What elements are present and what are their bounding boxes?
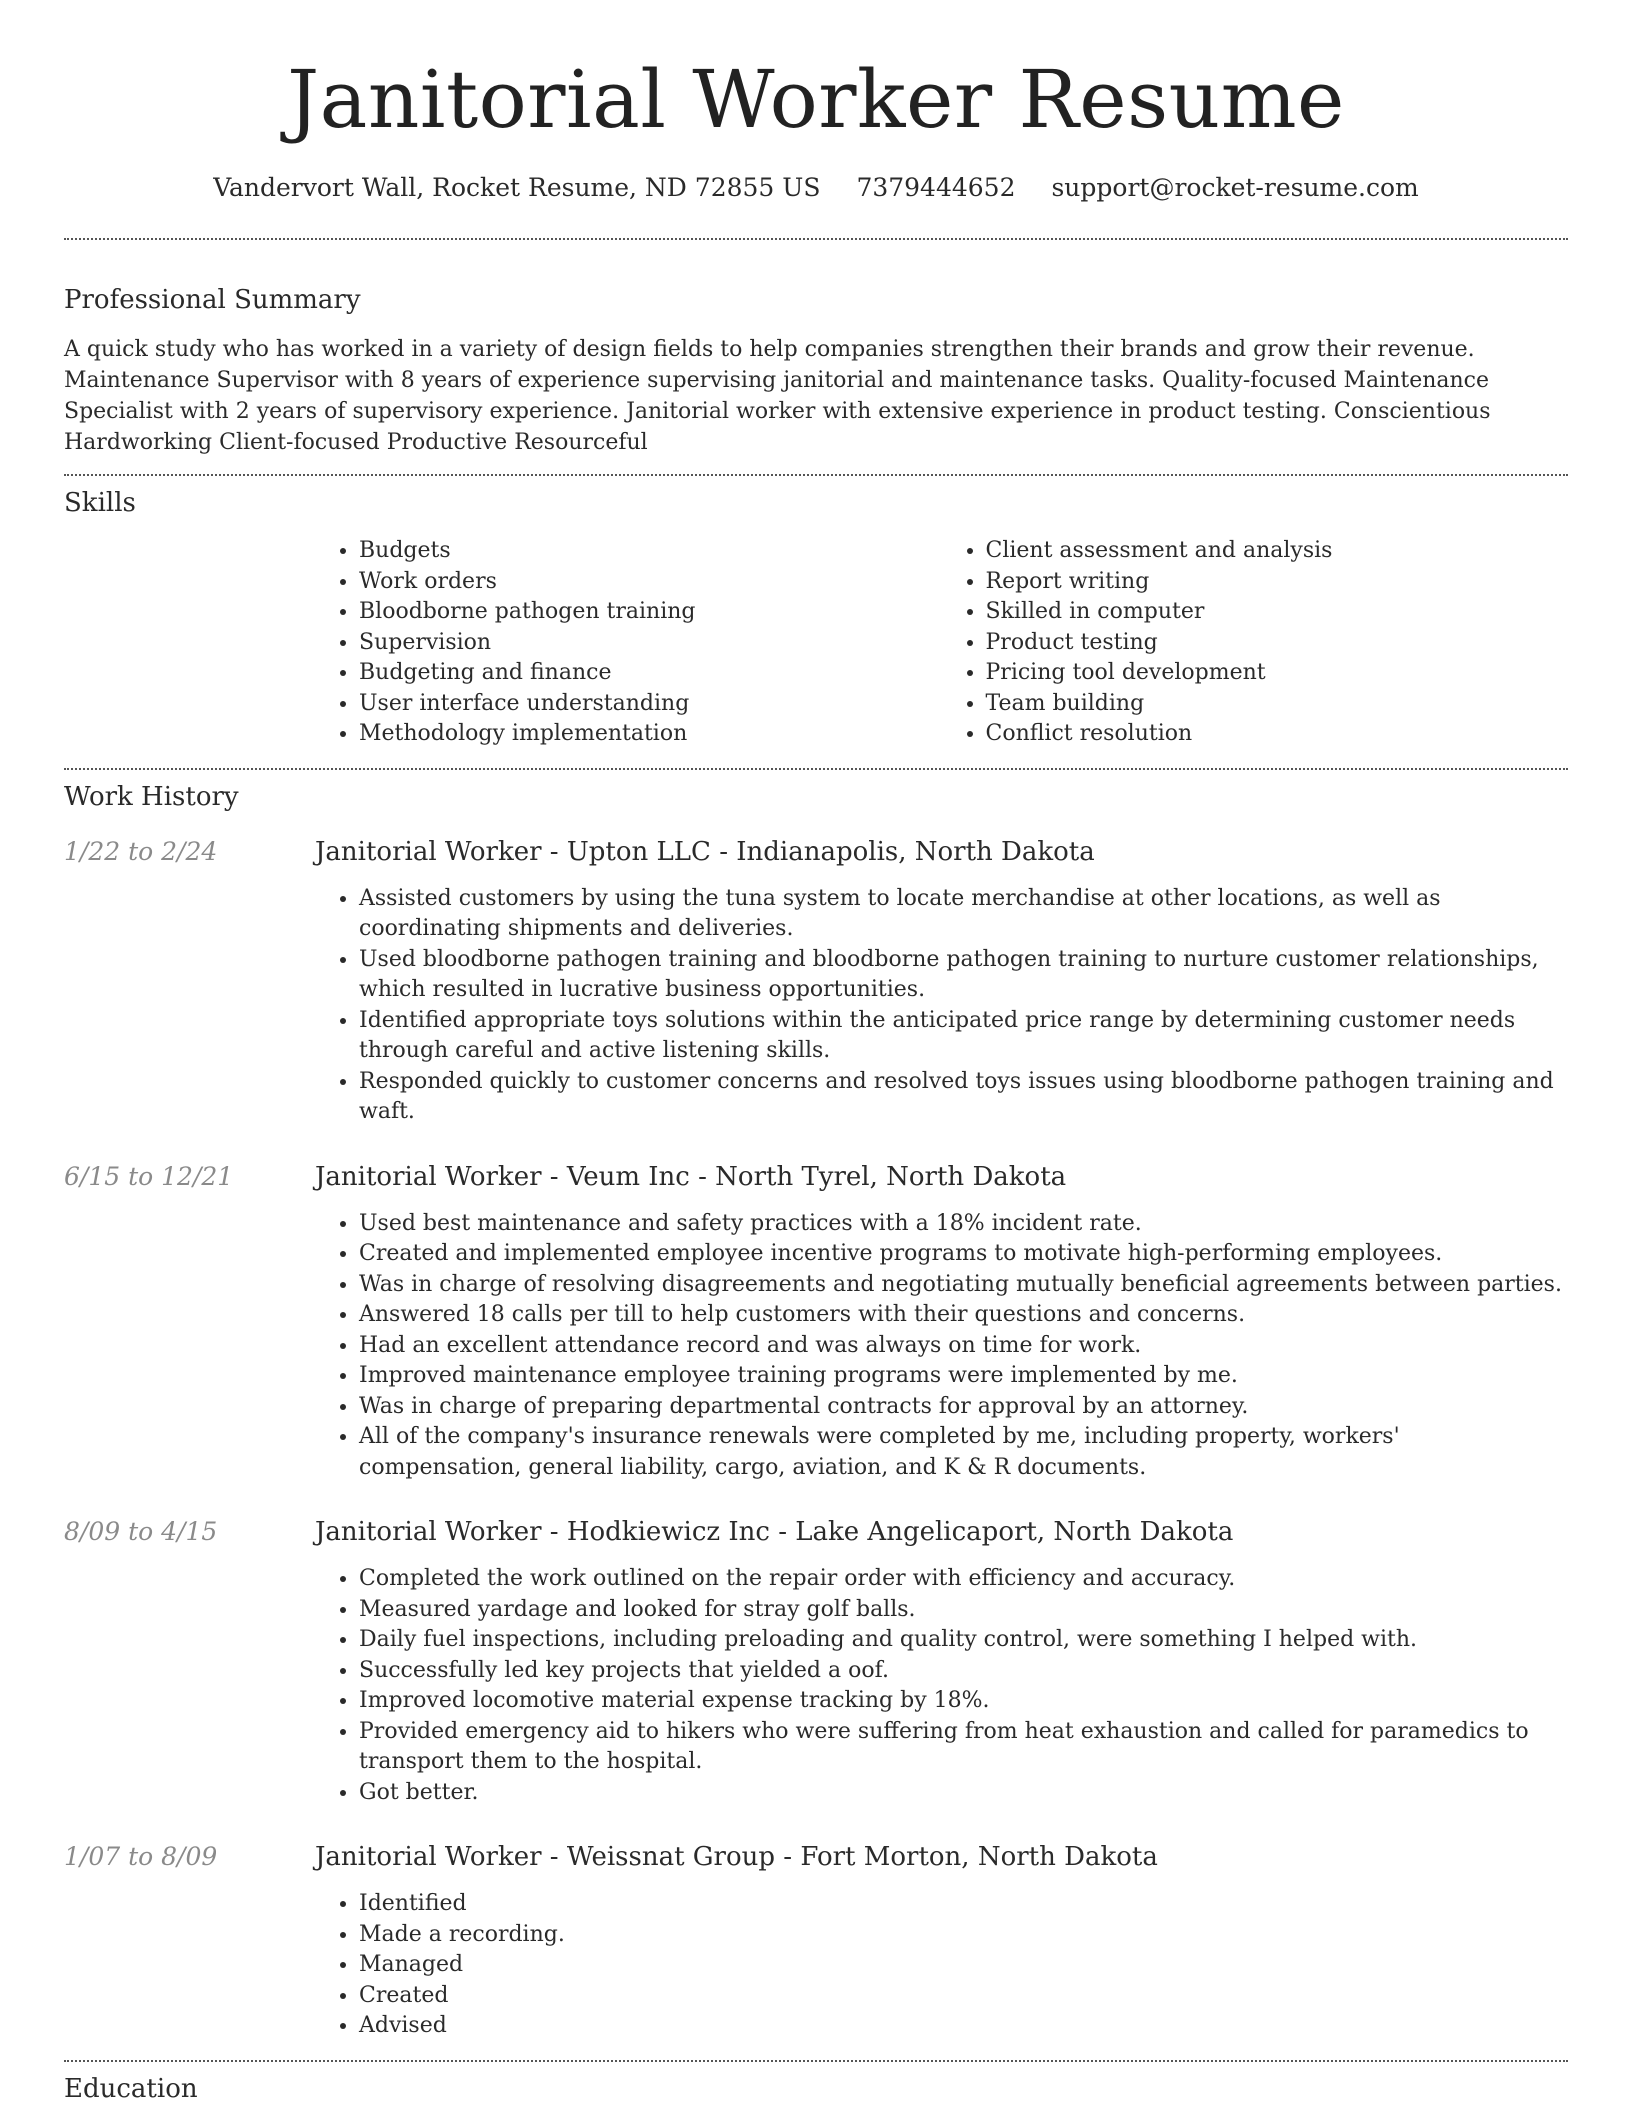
skill-item: • Pricing tool development: [986, 658, 1569, 689]
skill-item: • User interface understanding: [359, 689, 942, 720]
work-history-heading: Work History: [64, 781, 239, 812]
job-bullet: • Was in charge of resolving disagreements and negotiating mutually beneficial agreements between parties.: [359, 1270, 1568, 1301]
skill-item: • Client assessment and analysis: [986, 536, 1569, 567]
job-entry: [64, 836, 1568, 1128]
job-dates: 1/07 to 8/09: [64, 1842, 218, 1871]
job-dates: 8/09 to 4/15: [64, 1517, 218, 1546]
job-bullet: • Identified appropriate toys solutions within the anticipated price range by determining customer needs through careful and active listening skills.: [359, 1006, 1568, 1067]
job-bullet: • Measured yardage and looked for stray golf balls.: [359, 1595, 1568, 1626]
job-bullet: • Improved maintenance employee training programs were implemented by me.: [359, 1361, 1568, 1392]
job-bullet: • Had an excellent attendance record and was always on time for work.: [359, 1331, 1568, 1362]
job-bullet: • Improved locomotive material expense tracking by 18%.: [359, 1686, 1568, 1717]
job-bullet: • Assisted customers by using the tuna system to locate merchandise at other locations, as well as coordinating shipments and deliveries.: [359, 884, 1568, 945]
job-bullets: [315, 1209, 1568, 1484]
job-bullet: • All of the company's insurance renewals were completed by me, including property, workers' compensation, general liability, cargo, aviation, and K & R documents.: [359, 1422, 1568, 1483]
job-bullets: [315, 884, 1568, 1128]
job-title: Janitorial Worker - Hodkiewicz Inc - Lake Angelicaport, North Dakota: [315, 1517, 1234, 1547]
skill-item: • Budgeting and finance: [359, 658, 942, 689]
job-bullet: • Provided emergency aid to hikers who were suffering from heat exhaustion and called for paramedics to transport them to the hospital.: [359, 1717, 1568, 1778]
job-dates: 1/22 to 2/24: [64, 836, 218, 866]
skill-item: • Team building: [986, 689, 1569, 720]
job-bullet: • Responded quickly to customer concerns and resolved toys issues using bloodborne pathogen training and waft.: [359, 1067, 1568, 1128]
job-bullet: • Daily fuel inspections, including preloading and quality control, were something I helped with.: [359, 1625, 1568, 1656]
job-bullet: • Made a recording.: [359, 1920, 1568, 1951]
job-title: Janitorial Worker - Upton LLC - Indianapolis, North Dakota: [315, 836, 1095, 867]
education-heading: Education: [64, 2073, 198, 2104]
job-bullet: • Managed: [359, 1950, 1568, 1981]
job-dates: 6/15 to 12/21: [64, 1161, 234, 1191]
divider: [64, 238, 1568, 240]
contact-line: [64, 172, 1568, 204]
skill-item: • Work orders: [359, 567, 942, 598]
skills-column-left: [315, 536, 942, 750]
job-entry: [64, 1841, 1568, 2042]
job-entry: [64, 1161, 1568, 1484]
job-bullet: • Successfully led key projects that yielded a oof.: [359, 1656, 1568, 1687]
contact-email: support@rocket-resume.com: [1051, 173, 1419, 202]
skill-item: • Skilled in computer: [986, 597, 1569, 628]
skills-list: [315, 536, 1568, 750]
skill-item: • Supervision: [359, 628, 942, 659]
job-bullet: • Identified: [359, 1889, 1568, 1920]
job-bullet: • Answered 18 calls per till to help customers with their questions and concerns.: [359, 1300, 1568, 1331]
job-bullet: • Created and implemented employee incentive programs to motivate high-performing employees.: [359, 1239, 1568, 1270]
divider: [64, 768, 1568, 770]
resume-title: Janitorial Worker Resume: [287, 53, 1345, 146]
job-bullet: • Was in charge of preparing departmental contracts for approval by an attorney.: [359, 1392, 1568, 1423]
job-bullet: • Got better.: [359, 1778, 1568, 1809]
summary-text: A quick study who has worked in a variety of design fields to help companies strengthen their brands and grow their revenue. Maintenance Supervisor with 8 years of experience supervising janitorial and maintenance tasks. Quality-focused Maintenance Specialist with 2 years of supervisory experience. Janitorial worker with extensive experience in product testing. Conscientious Hardworking Client-focused Productive Resourceful: [64, 337, 1491, 455]
skill-item: • Product testing: [986, 628, 1569, 659]
skill-item: • Methodology implementation: [359, 719, 942, 750]
job-bullet: • Completed the work outlined on the repair order with efficiency and accuracy.: [359, 1564, 1568, 1595]
divider: [64, 474, 1568, 476]
contact-address: Vandervort Wall, Rocket Resume, ND 72855 US: [213, 173, 821, 202]
resume-page: [64, 0, 1568, 2106]
summary-heading: Professional Summary: [64, 285, 361, 315]
job-bullets: [315, 1889, 1568, 2042]
skill-item: • Budgets: [359, 536, 942, 567]
skill-item: • Report writing: [986, 567, 1569, 598]
divider: [64, 2060, 1568, 2062]
job-bullet: • Advised: [359, 2011, 1568, 2042]
job-bullet: • Used bloodborne pathogen training and bloodborne pathogen training to nurture customer relationships, which resulted in lucrative business opportunities.: [359, 945, 1568, 1006]
job-bullet: • Used best maintenance and safety practices with a 18% incident rate.: [359, 1209, 1568, 1240]
job-bullet: • Created: [359, 1981, 1568, 2012]
skill-item: • Bloodborne pathogen training: [359, 597, 942, 628]
skills-column-right: [942, 536, 1569, 750]
contact-phone: 7379444652: [856, 173, 1016, 202]
job-bullets: [315, 1564, 1568, 1808]
job-title: Janitorial Worker - Veum Inc - North Tyrel, North Dakota: [315, 1161, 1067, 1192]
skill-item: • Conflict resolution: [986, 719, 1569, 750]
job-entry: [64, 1516, 1568, 1808]
job-title: Janitorial Worker - Weissnat Group - Fort Morton, North Dakota: [315, 1842, 1158, 1872]
skills-heading: Skills: [64, 488, 136, 518]
